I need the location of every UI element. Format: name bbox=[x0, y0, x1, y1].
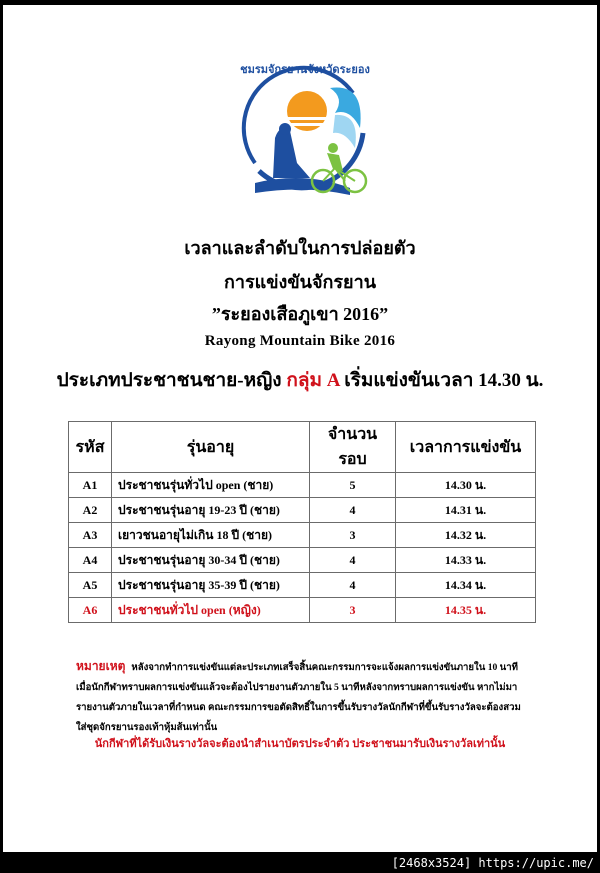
table-row bbox=[69, 498, 536, 523]
prize-notice: นักกีฬาที่ได้รับเงินรางวัลจะต้องนำสำเนาบัตรประจำตัว ประชาชนมารับเงินรางวัลเท่านั้น bbox=[94, 738, 506, 750]
table-row bbox=[69, 548, 536, 573]
cell-code: A6 bbox=[69, 598, 112, 623]
cell-category: ประชาชนรุ่นอายุ 35-39 ปี (ชาย) bbox=[112, 573, 310, 598]
table-header-row bbox=[69, 422, 536, 473]
cell-category: ประชาชนทั่วไป open (หญิง) bbox=[112, 598, 310, 623]
remarks-text: หลังจากทำการแข่งขันแต่ละประเภทเสร็จสิ้นคณะกรรมการจะแจ้งผลการแข่งขันภายใน 10 นาที เมื่อนักกีฬาทราบผลการแข่งขันแล้วจะต้องไปรายงานตัวภายใน 5 นาทีหลังจากทราบผลการแข่งขัน หากไม่มารายงานตัวภายในเวลาที่กำหนด คณะกรรมการขอตัดสิทธิ์ในการขึ้นรับรางวัลนักกีฬาที่ขึ้นรับรางวัลจะต้องสวมใส่ชุดจักรยานรองเท้าหุ้มส้นเท่านั้น bbox=[76, 662, 521, 733]
cell-time: 14.34 น. bbox=[396, 573, 536, 598]
cell-time: 14.31 น. bbox=[396, 498, 536, 523]
cell-laps: 4 bbox=[310, 498, 396, 523]
heading-event-thai: ”ระยองเสือภูเขา 2016” bbox=[211, 304, 389, 324]
cell-code: A4 bbox=[69, 548, 112, 573]
cell-code: A1 bbox=[69, 473, 112, 498]
header-code: รหัส bbox=[69, 422, 112, 473]
cell-laps: 4 bbox=[310, 548, 396, 573]
table-row bbox=[69, 523, 536, 548]
cell-time: 14.30 น. bbox=[396, 473, 536, 498]
cell-code: A2 bbox=[69, 498, 112, 523]
cell-laps: 4 bbox=[310, 573, 396, 598]
schedule-table bbox=[68, 421, 536, 623]
document-page bbox=[3, 5, 597, 852]
heading-release-order: เวลาและลำดับในการปล่อยตัว bbox=[184, 238, 416, 258]
cell-time: 14.32 น. bbox=[396, 523, 536, 548]
category-label: ประเภทประชาชนชาย-หญิง bbox=[56, 370, 287, 391]
cell-category: ประชาชนรุ่นทั่วไป open (ชาย) bbox=[112, 473, 310, 498]
cell-category: ประชาชนรุ่นอายุ 30-34 ปี (ชาย) bbox=[112, 548, 310, 573]
svg-text:ชมรมจักรยานจังหวัดระยอง: ชมรมจักรยานจังหวัดระยอง bbox=[240, 63, 370, 76]
table-row bbox=[69, 573, 536, 598]
remarks-label: หมายเหตุ bbox=[76, 659, 126, 673]
header-age-class: รุ่นอายุ bbox=[112, 422, 310, 473]
cell-time: 14.35 น. bbox=[396, 598, 536, 623]
cell-time: 14.33 น. bbox=[396, 548, 536, 573]
table-row bbox=[69, 473, 536, 498]
remarks bbox=[76, 656, 526, 738]
heading-event-english: Rayong Mountain Bike 2016 bbox=[204, 333, 396, 349]
group-label: กลุ่ม A bbox=[286, 370, 340, 391]
start-time-label: เริ่มแข่งขันเวลา 14.30 น. bbox=[339, 370, 544, 391]
cycling-club-logo bbox=[235, 53, 375, 203]
table-row-highlighted bbox=[69, 598, 536, 623]
cell-code: A5 bbox=[69, 573, 112, 598]
cell-category: เยาวชนอายุไม่เกิน 18 ปี (ชาย) bbox=[112, 523, 310, 548]
cell-code: A3 bbox=[69, 523, 112, 548]
cell-category: ประชาชนรุ่นอายุ 19-23 ปี (ชาย) bbox=[112, 498, 310, 523]
cell-laps: 5 bbox=[310, 473, 396, 498]
header-laps: จำนวนรอบ bbox=[310, 422, 396, 473]
heading-category-start bbox=[3, 365, 597, 395]
header-race-time: เวลาการแข่งขัน bbox=[396, 422, 536, 473]
image-host-watermark: [2468x3524] https://upic.me/ bbox=[391, 856, 594, 870]
heading-competition: การแข่งขันจักรยาน bbox=[223, 272, 377, 292]
cell-laps: 3 bbox=[310, 523, 396, 548]
cell-laps: 3 bbox=[310, 598, 396, 623]
